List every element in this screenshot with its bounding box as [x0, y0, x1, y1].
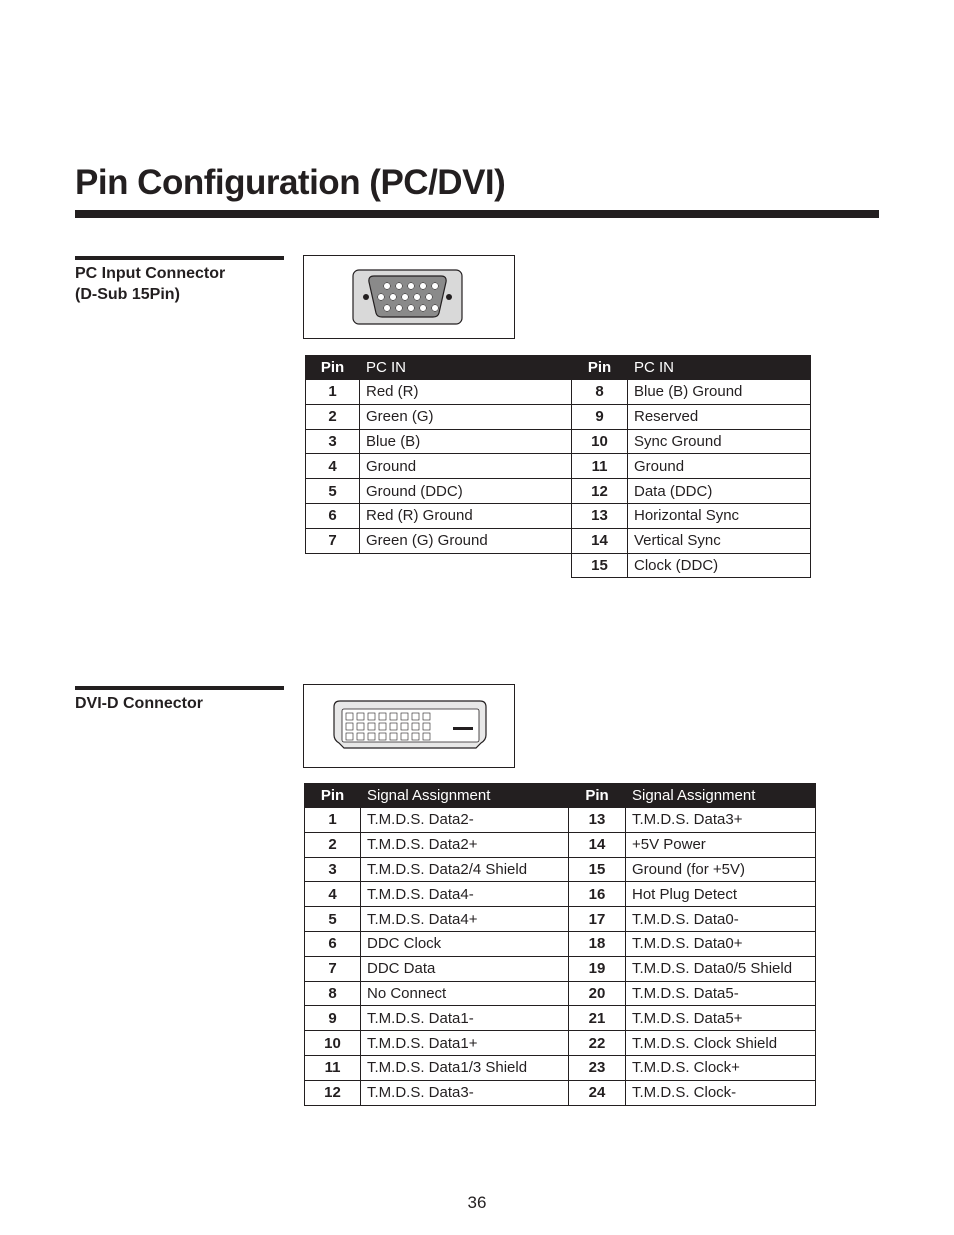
pin-number: 2 [305, 832, 361, 857]
pin-number: 2 [306, 404, 360, 429]
pin-number: 9 [305, 1006, 361, 1031]
signal-name: Ground [628, 454, 811, 479]
table-row [306, 454, 811, 479]
pin-number: 12 [305, 1080, 361, 1105]
signal-name: T.M.D.S. Data0/5 Shield [626, 956, 816, 981]
signal-name: T.M.D.S. Data4- [361, 882, 569, 907]
table-row [305, 808, 816, 833]
pin-number: 3 [306, 429, 360, 454]
signal-name: DDC Clock [361, 931, 569, 956]
pc-section-title [75, 263, 225, 305]
table-row [305, 1055, 816, 1080]
signal-name: Vertical Sync [628, 528, 811, 553]
signal-column-header: PC IN [628, 356, 811, 380]
dvi-diagram-box [303, 684, 515, 768]
table-row [306, 553, 811, 578]
table-row [305, 1080, 816, 1105]
d-sub-diagram-box [303, 255, 515, 339]
signal-name: T.M.D.S. Data3+ [626, 808, 816, 833]
signal-name: No Connect [361, 981, 569, 1006]
signal-name: Ground (for +5V) [626, 857, 816, 882]
table-row [305, 907, 816, 932]
pin-number: 11 [305, 1055, 361, 1080]
table-row [305, 1006, 816, 1031]
pin-number: 6 [305, 931, 361, 956]
table-row [305, 931, 816, 956]
pin-number: 11 [572, 454, 628, 479]
table-row [306, 429, 811, 454]
pin-number: 7 [305, 956, 361, 981]
table-row [306, 503, 811, 528]
pin-column-header: Pin [305, 784, 361, 808]
signal-name: T.M.D.S. Clock Shield [626, 1031, 816, 1056]
pin-column-header: Pin [306, 356, 360, 380]
signal-name: T.M.D.S. Data1/3 Shield [361, 1055, 569, 1080]
signal-name: T.M.D.S. Data2- [361, 808, 569, 833]
dvi-section-title: DVI-D Connector [75, 695, 203, 712]
table-row [306, 404, 811, 429]
pin-number: 4 [306, 454, 360, 479]
signal-name: Hot Plug Detect [626, 882, 816, 907]
pin-number: 18 [569, 931, 626, 956]
signal-column-header: PC IN [360, 356, 572, 380]
pin-column-header: Pin [569, 784, 626, 808]
pin-number: 7 [306, 528, 360, 553]
pin-number: 23 [569, 1055, 626, 1080]
pin-number: 5 [306, 479, 360, 504]
table-row [305, 1031, 816, 1056]
table-row [306, 479, 811, 504]
table-header-row [306, 356, 811, 380]
signal-name: Red (R) [360, 380, 572, 405]
pin-number: 15 [572, 553, 628, 578]
table-header-row [305, 784, 816, 808]
signal-name: Sync Ground [628, 429, 811, 454]
signal-name: T.M.D.S. Data2+ [361, 832, 569, 857]
signal-name: T.M.D.S. Clock+ [626, 1055, 816, 1080]
pin-number: 19 [569, 956, 626, 981]
pin-number: 14 [569, 832, 626, 857]
signal-name: Data (DDC) [628, 479, 811, 504]
table-row [306, 380, 811, 405]
signal-name: Blue (B) Ground [628, 380, 811, 405]
pin-number: 8 [305, 981, 361, 1006]
signal-column-header: Signal Assignment [361, 784, 569, 808]
signal-name: T.M.D.S. Data4+ [361, 907, 569, 932]
table-row [306, 528, 811, 553]
signal-name: T.M.D.S. Data1- [361, 1006, 569, 1031]
pin-number: 5 [305, 907, 361, 932]
pin-number: 22 [569, 1031, 626, 1056]
signal-name: T.M.D.S. Data3- [361, 1080, 569, 1105]
signal-name: T.M.D.S. Data0- [626, 907, 816, 932]
signal-name: T.M.D.S. Data5+ [626, 1006, 816, 1031]
signal-name: T.M.D.S. Data5- [626, 981, 816, 1006]
pin-number: 3 [305, 857, 361, 882]
pin-number: 21 [569, 1006, 626, 1031]
signal-name: Blue (B) [360, 429, 572, 454]
table-row [305, 857, 816, 882]
pin-number: 10 [305, 1031, 361, 1056]
d-sub-15-pin-connector-icon [304, 256, 513, 337]
pin-number: 13 [572, 503, 628, 528]
pin-number: 6 [306, 503, 360, 528]
pc-section-title-line1: PC Input Connector [75, 265, 226, 282]
table-row [305, 981, 816, 1006]
pin-number: 16 [569, 882, 626, 907]
title-rule [75, 210, 879, 218]
signal-name: Ground [360, 454, 572, 479]
signal-name: Reserved [628, 404, 811, 429]
dvi-section-rule [75, 686, 284, 690]
pin-number: 12 [572, 479, 628, 504]
signal-name: T.M.D.S. Data2/4 Shield [361, 857, 569, 882]
signal-name: Horizontal Sync [628, 503, 811, 528]
page-number: 36 [467, 1193, 487, 1212]
pin-number: 4 [305, 882, 361, 907]
pin-number: 15 [569, 857, 626, 882]
signal-name: Green (G) Ground [360, 528, 572, 553]
pin-column-header: Pin [572, 356, 628, 380]
pin-number: 20 [569, 981, 626, 1006]
pc-section-rule [75, 256, 284, 260]
pin-number: 17 [569, 907, 626, 932]
table-row [305, 882, 816, 907]
signal-name: Red (R) Ground [360, 503, 572, 528]
signal-name: Clock (DDC) [628, 553, 811, 578]
signal-name: T.M.D.S. Data1+ [361, 1031, 569, 1056]
pin-number: 14 [572, 528, 628, 553]
table-row [305, 832, 816, 857]
pin-number: 24 [569, 1080, 626, 1105]
signal-name: T.M.D.S. Clock- [626, 1080, 816, 1105]
pc-pin-table [305, 355, 811, 578]
pin-number: 8 [572, 380, 628, 405]
signal-name: T.M.D.S. Data0+ [626, 931, 816, 956]
pin-number: 9 [572, 404, 628, 429]
page-title: Pin Configuration (PC/DVI) [75, 163, 506, 202]
signal-name: +5V Power [626, 832, 816, 857]
pin-number: 1 [305, 808, 361, 833]
pin-number: 1 [306, 380, 360, 405]
pc-section-title-line2: (D-Sub 15Pin) [75, 286, 180, 303]
signal-column-header: Signal Assignment [626, 784, 816, 808]
dvi-d-connector-icon [304, 685, 513, 766]
pin-number: 13 [569, 808, 626, 833]
signal-name: Green (G) [360, 404, 572, 429]
signal-name: Ground (DDC) [360, 479, 572, 504]
pin-number: 10 [572, 429, 628, 454]
dvi-pin-table [304, 783, 816, 1106]
table-row [305, 956, 816, 981]
signal-name: DDC Data [361, 956, 569, 981]
